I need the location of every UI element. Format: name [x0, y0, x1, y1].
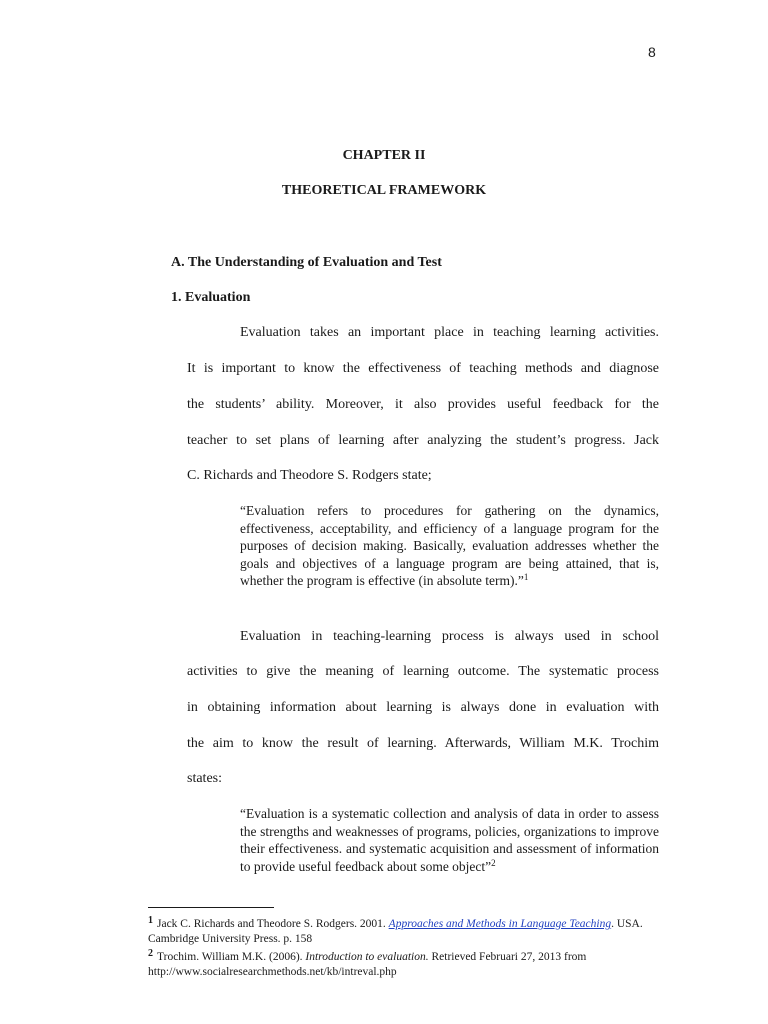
- footnote-2: [148, 946, 648, 980]
- paragraph-1-line: C. Richards and Theodore S. Rodgers state;: [187, 468, 432, 483]
- footnote-title-link[interactable]: Approaches and Methods in Language Teaching: [388, 918, 612, 930]
- chapter-title: THEORETICAL FRAMEWORK: [281, 183, 487, 198]
- footnote-title: Introduction to evaluation.: [305, 951, 429, 963]
- quote-text: “Evaluation refers to procedures for gathering on the dynamics, effectiveness, acceptability, and efficiency of a language program for the purposes of decision making. Basically, evaluation addresses whether the goals and objectives of a language program are being attained, that is, whether the program is effective (in absolute term).”: [240, 503, 659, 589]
- paragraph-2-line: states:: [187, 771, 222, 786]
- chapter-heading: CHAPTER II: [342, 148, 426, 163]
- footnote-tail: Retrieved Februari 27, 2013 from: [428, 951, 587, 963]
- paragraph-2-line: in obtaining information about learning is always done in evaluation with: [187, 700, 659, 715]
- paragraph-2-line: activities to give the meaning of learning outcome. The systematic process: [187, 664, 659, 679]
- subsection-heading: 1. Evaluation: [171, 290, 251, 305]
- footnote-lead: Jack C. Richards and Theodore S. Rodgers. 2001.: [157, 918, 389, 930]
- footnote-tail: . USA. Cambridge University Press. p. 158: [148, 918, 643, 945]
- footnote-url[interactable]: http://www.socialresearchmethods.net/kb/intreval.php: [148, 966, 397, 978]
- paragraph-2-line: the aim to know the result of learning. Afterwards, William M.K. Trochim: [187, 736, 659, 751]
- paragraph-1-line: the students’ ability. Moreover, it also provides useful feedback for the: [187, 397, 659, 412]
- section-heading: A. The Understanding of Evaluation and Test: [171, 255, 442, 270]
- block-quote-1: [240, 502, 659, 590]
- paragraph-1-line: teacher to set plans of learning after analyzing the student’s progress. Jack: [187, 433, 659, 448]
- block-quote-2: [240, 805, 659, 875]
- footnote-number: 1: [148, 915, 153, 926]
- paragraph-2-line: Evaluation in teaching-learning process is always used in school: [240, 629, 659, 644]
- quote-text: “Evaluation is a systematic collection and analysis of data in order to assess the strengths and weaknesses of programs, policies, organizations to improve their effectiveness. and systematic acquisition and assessment of information to provide useful feedback about some object”: [240, 806, 659, 874]
- paragraph-1-line: It is important to know the effectiveness of teaching methods and diagnose: [187, 361, 659, 376]
- footnote-ref: 1: [523, 572, 529, 583]
- footnote-1: [148, 913, 648, 947]
- paragraph-1-line: Evaluation takes an important place in teaching learning activities.: [240, 325, 659, 340]
- footnote-lead: Trochim. William M.K. (2006).: [157, 951, 306, 963]
- page-number: 8: [648, 44, 656, 60]
- footnote-ref: 2: [491, 857, 496, 868]
- footnote-number: 2: [148, 948, 153, 959]
- footnote-separator: [148, 907, 274, 908]
